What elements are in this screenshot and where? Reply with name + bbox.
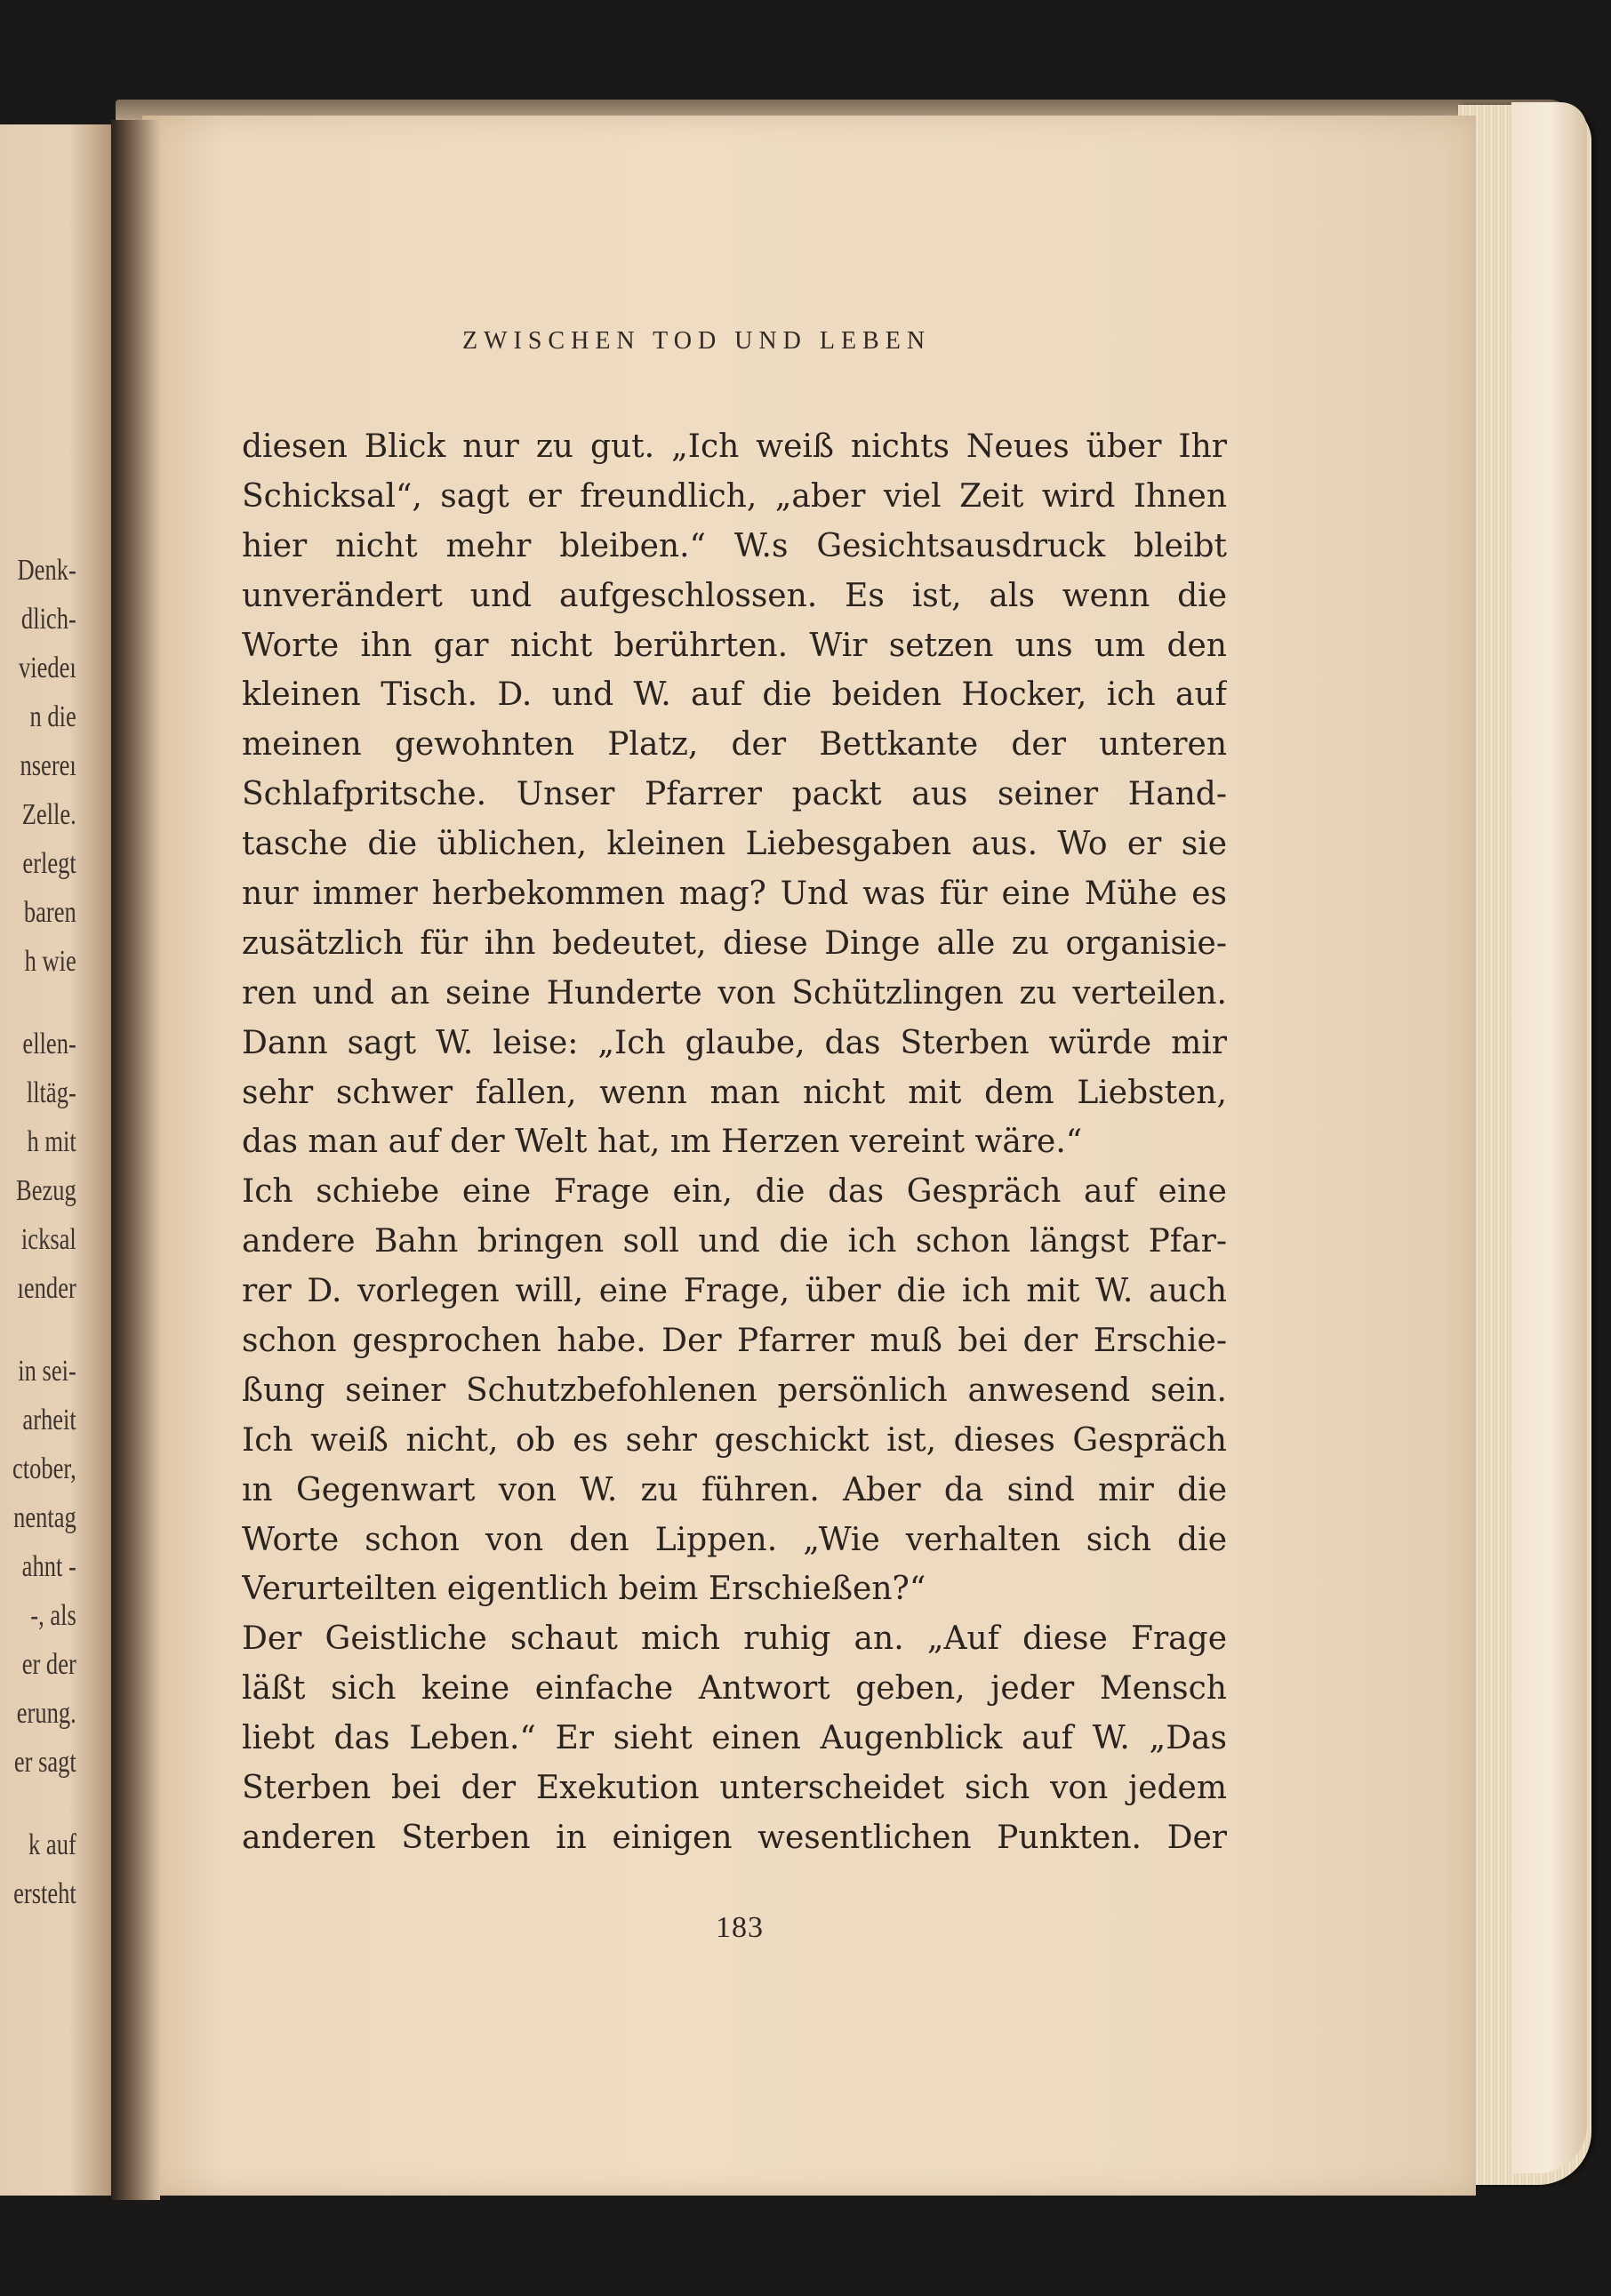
text-line: unverändert und aufgeschlossen. Es ist, als wenn die bbox=[242, 577, 1227, 614]
left-fragment-gap bbox=[0, 1314, 76, 1348]
left-fragment: erlegt bbox=[22, 847, 76, 880]
left-fragment: n die bbox=[29, 700, 76, 733]
text-line: zusätzlich für ihn bedeutet, diese Dinge alle zu organisie- bbox=[242, 924, 1227, 962]
page-stack-fore-edge bbox=[1511, 102, 1587, 2173]
text-line: kleinen Tisch. D. und W. auf die beiden Hocker, ich auf bbox=[242, 676, 1227, 714]
left-fragment-gap bbox=[0, 987, 76, 1020]
left-fragment: -, als bbox=[30, 1599, 76, 1632]
text-line: Schicksal“, sagt er freundlich, „aber viel Zeit wird Ihnen bbox=[242, 477, 1227, 515]
left-fragment: ahnt - bbox=[21, 1550, 76, 1583]
body-text bbox=[242, 422, 1227, 1863]
text-line: andere Bahn bringen soll und die ich schon längst Pfar- bbox=[242, 1223, 1227, 1260]
left-fragment: ellen- bbox=[22, 1028, 76, 1060]
left-fragment: Zelle. bbox=[21, 798, 76, 831]
text-line: anderen Sterben in einigen wesentlichen Punkten. Der bbox=[242, 1819, 1227, 1856]
left-fragment: erung. bbox=[16, 1697, 76, 1730]
left-fragment: icksal bbox=[20, 1223, 76, 1256]
left-fragment: er der bbox=[21, 1648, 76, 1681]
text-line: ßung seiner Schutzbefohlenen persönlich anwesend sein. bbox=[242, 1372, 1227, 1409]
text-line: hier nicht mehr bleiben.“ W.s Gesichtsausdruck bleibt bbox=[242, 527, 1227, 564]
left-fragment: h mit bbox=[27, 1125, 76, 1158]
text-line: tasche die üblichen, kleinen Liebesgaben aus. Wo er sie bbox=[242, 826, 1227, 863]
text-line: ren und an seine Hunderte von Schützlingen zu verteilen. bbox=[242, 974, 1227, 1012]
left-page-text-fragments bbox=[0, 547, 76, 1919]
left-facing-page bbox=[0, 124, 124, 2196]
text-line: Ich weiß nicht, ob es sehr geschickt ist, dieses Gespräch bbox=[242, 1421, 1227, 1459]
text-line: sehr schwer fallen, wenn man nicht mit dem Liebsten, bbox=[242, 1074, 1227, 1111]
left-fragment: baren bbox=[23, 896, 76, 929]
text-line: Ich schiebe eine Frage ein, die das Gespräch auf eine bbox=[242, 1173, 1227, 1211]
left-fragment: Denk- bbox=[17, 554, 76, 587]
left-fragment: ıender bbox=[17, 1272, 76, 1305]
left-fragment: arheit bbox=[22, 1404, 76, 1436]
text-line: läßt sich keine einfache Antwort geben, jeder Mensch bbox=[242, 1670, 1227, 1708]
text-line: Der Geistliche schaut mich ruhig an. „Auf diese Frage bbox=[242, 1620, 1227, 1658]
text-line: Schlafpritsche. Unser Pfarrer packt aus seiner Hand- bbox=[242, 776, 1227, 813]
text-line: Verurteilten eigentlich beim Erschießen?“ bbox=[242, 1571, 926, 1608]
book-gutter-shadow bbox=[111, 120, 160, 2200]
running-head: ZWISCHEN TOD UND LEBEN bbox=[462, 327, 932, 355]
text-line: diesen Blick nur zu gut. „Ich weiß nichts Neues über Ihr bbox=[242, 428, 1227, 465]
left-fragment: lltäg- bbox=[26, 1076, 76, 1109]
left-fragment: Bezug bbox=[16, 1174, 76, 1207]
text-line: ın Gegenwart von W. zu führen. Aber da sind mir die bbox=[242, 1471, 1227, 1508]
text-line: Dann sagt W. leise: „Ich glaube, das Sterben würde mir bbox=[242, 1024, 1227, 1061]
page-number: 183 bbox=[716, 1911, 764, 1944]
left-fragment: in sei- bbox=[18, 1355, 76, 1388]
left-fragment-gap bbox=[0, 1788, 76, 1821]
text-line: schon gesprochen habe. Der Pfarrer muß bei der Erschie- bbox=[242, 1323, 1227, 1360]
left-fragment: ctober, bbox=[12, 1452, 76, 1485]
text-line: Worte ihn gar nicht berührten. Wir setzen uns um den bbox=[242, 627, 1227, 664]
text-line: nur immer herbekommen mag? Und was für eine Mühe es bbox=[242, 876, 1227, 913]
text-line: Sterben bei der Exekution unterscheidet sich von jedem bbox=[242, 1770, 1227, 1807]
text-line: meinen gewohnten Platz, der Bettkante der unteren bbox=[242, 726, 1227, 764]
text-line: liebt das Leben.“ Er sieht einen Augenblick auf W. „Das bbox=[242, 1720, 1227, 1757]
left-fragment: er sagt bbox=[13, 1746, 76, 1779]
left-fragment: h wie bbox=[24, 945, 76, 978]
text-line: rer D. vorlegen will, eine Frage, über die ich mit W. auch bbox=[242, 1273, 1227, 1310]
left-fragment: k auf bbox=[28, 1828, 76, 1861]
left-fragment: nsereı bbox=[20, 749, 76, 782]
text-line: das man auf der Welt hat, ım Herzen vereint wäre.“ bbox=[242, 1124, 1083, 1161]
left-fragment: ersteht bbox=[13, 1877, 76, 1910]
left-fragment: nentag bbox=[13, 1501, 76, 1534]
left-fragment: dlich- bbox=[20, 603, 76, 636]
left-fragment: viedeı bbox=[18, 652, 76, 684]
text-line: Worte schon von den Lippen. „Wie verhalten sich die bbox=[242, 1521, 1227, 1558]
